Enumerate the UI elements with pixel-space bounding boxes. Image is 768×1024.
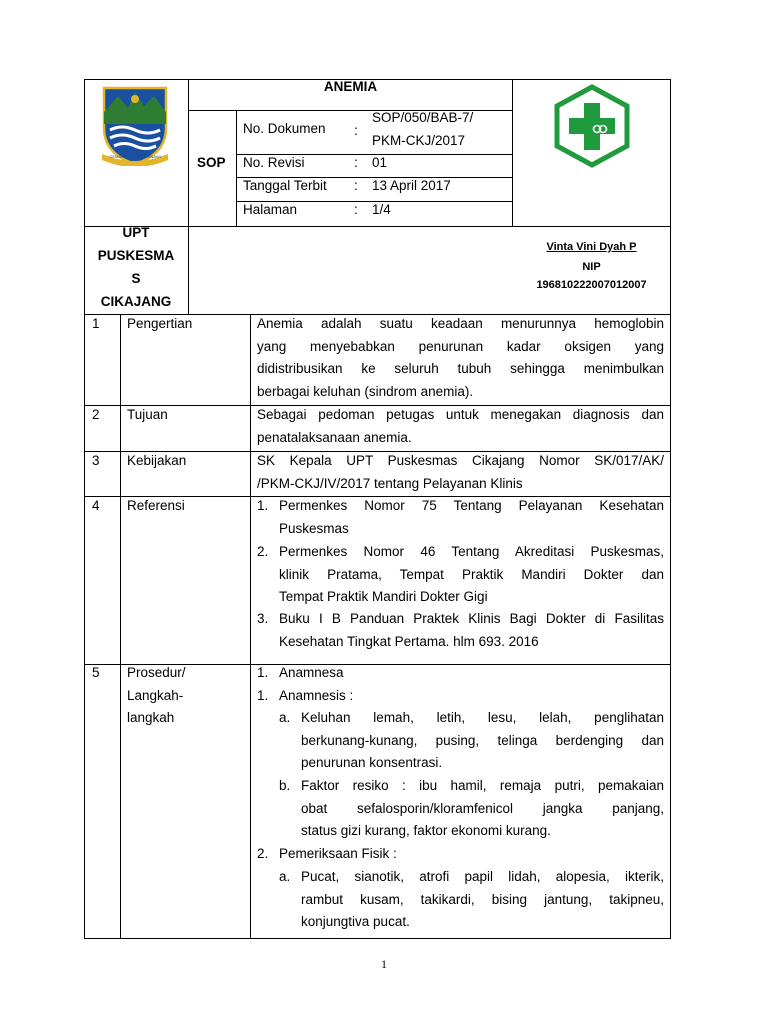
- signer-nip-value: 196810222007012007: [536, 279, 647, 291]
- procedure-step: Anamnesis :: [279, 688, 354, 703]
- procedure-marker: 1.: [257, 688, 269, 703]
- reference-marker: 1.: [257, 498, 269, 513]
- page-label: Halaman: [243, 202, 298, 217]
- reference-line: Permenkes Nomor 75 Tentang Pelayanan Kesehatan: [279, 498, 664, 513]
- reference-item: [279, 608, 664, 653]
- row-2-content: [257, 404, 664, 449]
- row-3-line: /PKM-CKJ/IV/2017 tentang Pelayanan Klinis: [257, 475, 523, 491]
- org-name-line-2: PUSKESMA: [97, 248, 175, 263]
- row-1-line: didistribusikan ke seluruh tubuh sehingga menimbulkan: [257, 361, 664, 377]
- row-1-number: 1: [92, 316, 100, 331]
- procedure-sub-item: [301, 866, 664, 934]
- revision-label: No. Revisi: [243, 155, 305, 170]
- reference-item: [279, 495, 664, 540]
- reference-line: Permenkes Nomor 46 Tentang Akreditasi Puskesmas,: [279, 544, 664, 559]
- row-5-label-1: Prosedur/: [127, 665, 186, 680]
- org-name-line-3: S: [131, 271, 141, 286]
- reference-line: Buku I B Panduan Praktek Klinis Bagi Dokter di Fasilitas: [279, 611, 664, 626]
- reference-item: [279, 541, 664, 609]
- reference-line: Tempat Praktik Mandiri Dokter Gigi: [279, 589, 488, 605]
- reference-marker: 2.: [257, 544, 269, 559]
- procedure-marker: 1.: [257, 665, 269, 680]
- doc-number-label: No. Dokumen: [243, 121, 326, 136]
- procedure-line: obat sefalosporin/kloramfenicol jangka panjang,: [301, 800, 664, 816]
- reference-line: klinik Pratama, Tempat Praktik Mandiri Dokter dan: [279, 566, 664, 582]
- issue-date-label: Tanggal Terbit: [243, 178, 327, 193]
- sop-label: SOP: [197, 155, 226, 170]
- signer-name: Vinta Vini Dyah P: [546, 241, 637, 253]
- reference-line: Puskesmas: [279, 520, 349, 536]
- row-2-label: Tujuan: [127, 407, 168, 422]
- page-number: 1: [381, 957, 387, 971]
- procedure-marker: 2.: [257, 846, 269, 861]
- org-name-line-4: CIKAJANG: [100, 294, 172, 309]
- procedure-line: konjungtiva pucat.: [301, 914, 410, 930]
- row-3-content: [257, 450, 664, 495]
- row-5-label-2: Langkah-: [127, 688, 184, 703]
- procedure-sub-marker: a.: [279, 710, 291, 725]
- procedure-line: status gizi kurang, faktor ekonomi kurang.: [301, 823, 551, 839]
- row-1-line: yang menyebabkan penurunan kadar oksigen yang: [257, 338, 664, 354]
- page-value: 1/4: [372, 202, 391, 217]
- procedure-line: berkunang-kunang, pusing, telinga berdenging dan: [301, 732, 664, 748]
- procedure-line: penurunan konsentrasi.: [301, 755, 443, 771]
- row-2-line: Sebagai pedoman petugas untuk menegakan diagnosis dan: [257, 407, 664, 422]
- procedure-sub-marker: b.: [279, 778, 291, 793]
- revision-colon: :: [354, 155, 358, 170]
- document-title: ANEMIA: [323, 79, 378, 94]
- row-3-line: SK Kepala UPT Puskesmas Cikajang Nomor SK/017/AK/: [257, 453, 664, 468]
- row-4-number: 4: [92, 498, 100, 513]
- row-3-label: Kebijakan: [127, 453, 187, 468]
- doc-number-value-1: SOP/050/BAB-7/: [372, 110, 474, 125]
- procedure-line: Pucat, sianotik, atrofi papil lidah, alopesia, ikterik,: [301, 869, 664, 884]
- procedure-line: Faktor resiko : ibu hamil, remaja putri, pemakaian: [301, 778, 664, 793]
- procedure-line: Keluhan lemah, letih, lesu, lelah, penglihatan: [301, 710, 664, 725]
- district-logo-motto: GEMAH RIPAH LOH JINAWI: [109, 154, 161, 159]
- row-2-line: penatalaksanaan anemia.: [257, 429, 412, 445]
- row-3-number: 3: [92, 453, 100, 468]
- issue-date-colon: :: [354, 178, 358, 193]
- row-5-number: 5: [92, 665, 100, 680]
- row-1-line: berbagai keluhan (sindrom anemia).: [257, 383, 474, 399]
- row-1-line: Anemia adalah suatu keadaan menurunnya hemoglobin: [257, 316, 664, 331]
- revision-value: 01: [372, 155, 388, 170]
- page-colon: :: [354, 202, 358, 217]
- row-5-label-3: langkah: [127, 710, 175, 725]
- procedure-sub-item: [301, 775, 664, 843]
- row-1-content: [257, 313, 664, 403]
- reference-marker: 3.: [257, 611, 269, 626]
- signer-nip-label: NIP: [582, 261, 601, 273]
- procedure-line: rambut kusam, takikardi, bising jantung, takipneu,: [301, 891, 664, 907]
- org-name-line-1: UPT: [122, 225, 150, 240]
- doc-number-value-2: PKM-CKJ/2017: [372, 133, 466, 148]
- row-1-label: Pengertian: [127, 316, 193, 331]
- issue-date-value: 13 April 2017: [372, 178, 451, 193]
- procedure-sub-marker: a.: [279, 869, 291, 884]
- procedure-step: Anamnesa: [279, 665, 344, 680]
- procedure-step: Pemeriksaan Fisik :: [279, 846, 397, 861]
- doc-number-colon: :: [354, 123, 358, 138]
- reference-line: Kesehatan Tingkat Pertama. hlm 693. 2016: [279, 633, 539, 649]
- health-ministry-logo: [553, 84, 631, 168]
- row-2-number: 2: [92, 407, 100, 422]
- procedure-sub-item: [301, 707, 664, 775]
- row-4-label: Referensi: [127, 498, 185, 513]
